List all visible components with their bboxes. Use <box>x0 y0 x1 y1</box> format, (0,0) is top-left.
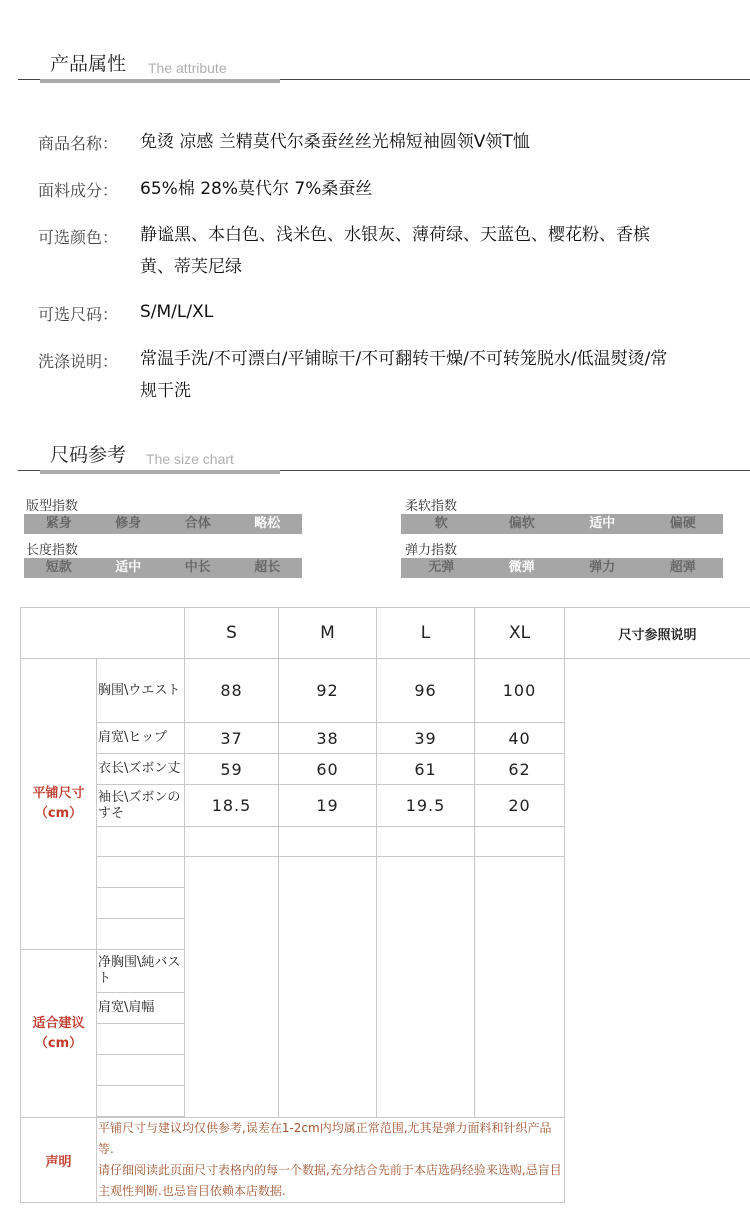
cell-value: 37 <box>185 723 279 754</box>
cell-value: 39 <box>377 723 475 754</box>
softness-option-selected: 适中 <box>589 516 616 531</box>
section-title: 尺码参考 <box>50 444 127 466</box>
empty-cell <box>185 827 279 857</box>
header-underline <box>40 79 280 83</box>
row-item-label: 袖长\ズボンのすそ <box>97 785 185 827</box>
size-header: M <box>279 608 377 659</box>
section-subtitle: The size chart <box>146 451 234 467</box>
attr-label-sizes: 可选尺码： <box>38 305 119 324</box>
attr-value-washing: 常温手洗/不可漂白/平铺晾干/不可翻转干燥/不可转笼脱水/低温熨烫/常规干洗 <box>140 349 668 401</box>
length-option: 短款 <box>45 560 72 575</box>
elastic-option-selected: 微弹 <box>508 560 535 575</box>
empty-column-cell <box>279 857 377 1118</box>
cell-value: 60 <box>279 754 377 785</box>
cell-value: 18.5 <box>185 785 279 827</box>
note-line: 请仔细阅读此页面尺寸表格内的每一个数据,充分结合先前于本店选码经验来选购,忌盲目主观性判断.也忌盲目依赖本店数据. <box>98 1163 562 1198</box>
attr-label-washing: 洗涤说明： <box>38 352 119 371</box>
note-row <box>21 1118 750 1203</box>
cell-value: 40 <box>475 723 565 754</box>
fit-option: 修身 <box>115 516 142 531</box>
softness-index-bar <box>401 514 723 534</box>
size-table <box>20 607 750 1203</box>
size-header: L <box>377 608 475 659</box>
table-row <box>21 659 750 723</box>
reference-header: 尺寸参照说明 <box>565 608 750 659</box>
flat-size-group-label <box>21 659 97 950</box>
cell-value: 100 <box>475 659 565 723</box>
row-item-label: 胸围\ウエスト <box>97 659 185 723</box>
empty-column-cell <box>185 857 279 1118</box>
elastic-index-label: 弹力指数 <box>405 543 458 558</box>
cell-value: 38 <box>279 723 377 754</box>
row-item-label: 净胸围\純バスト <box>97 950 185 993</box>
attr-value-name: 免烫 凉感 兰精莫代尔桑蚕丝丝光棉短袖圆领V领T恤 <box>140 132 530 152</box>
cell-value: 62 <box>475 754 565 785</box>
length-option: 中长 <box>184 560 211 575</box>
fit-option: 紧身 <box>45 516 72 531</box>
size-header: S <box>185 608 279 659</box>
length-index-label: 长度指数 <box>26 543 79 558</box>
size-section-header <box>18 431 750 471</box>
row-item-label: 衣长\ズボン丈 <box>97 754 185 785</box>
row-item-label: 肩宽\肩幅 <box>97 993 185 1024</box>
fit-suggestion-group-label <box>21 950 97 1118</box>
empty-cell <box>279 827 377 857</box>
attr-label-fabric: 面料成分： <box>38 181 119 200</box>
elastic-option: 无弹 <box>428 560 455 575</box>
attribute-section-header <box>18 40 750 80</box>
elastic-index-bar <box>401 558 723 578</box>
cell-value: 19.5 <box>377 785 475 827</box>
empty-cell <box>377 827 475 857</box>
length-option: 超长 <box>254 560 281 575</box>
section-title: 产品属性 <box>50 53 127 75</box>
flat-size-group-text: 平铺尺寸 （cm） <box>32 786 85 821</box>
section-subtitle: The attribute <box>148 60 227 76</box>
row-item-label <box>97 888 185 919</box>
note-label: 声明 <box>21 1118 97 1203</box>
row-item-label <box>97 1024 185 1055</box>
empty-cell <box>565 1118 750 1203</box>
cell-value: 61 <box>377 754 475 785</box>
reference-notes-cell <box>565 659 750 1118</box>
table-header-row <box>21 608 750 659</box>
fit-index-bar <box>24 514 302 534</box>
row-item-label <box>97 1055 185 1086</box>
fit-suggestion-group-text: 适合建议 （cm） <box>32 1015 85 1051</box>
note-text <box>97 1118 565 1203</box>
row-item-label <box>97 827 185 857</box>
attr-value-fabric: 65%棉 28%莫代尔 7%桑蚕丝 <box>140 179 373 199</box>
header-underline <box>40 470 280 474</box>
cell-value: 20 <box>475 785 565 827</box>
row-item-label: 肩宽\ヒップ <box>97 723 185 754</box>
attr-value-sizes: S/M/L/XL <box>140 302 214 322</box>
length-option-selected: 适中 <box>115 560 142 575</box>
fit-option-selected: 略松 <box>254 516 281 531</box>
softness-option: 偏软 <box>508 516 535 531</box>
row-item-label <box>97 1086 185 1117</box>
softness-option: 软 <box>434 516 448 531</box>
header-corner-cell <box>21 608 185 659</box>
softness-option: 偏硬 <box>669 516 696 531</box>
cell-value: 92 <box>279 659 377 723</box>
fit-option: 合体 <box>184 516 211 531</box>
attr-value-colors: 静谧黑、本白色、浅米色、水银灰、薄荷绿、天蓝色、樱花粉、香槟黄、蒂芙尼绿 <box>140 225 650 277</box>
attr-label-name: 商品名称： <box>38 134 119 153</box>
softness-index-label: 柔软指数 <box>405 499 458 514</box>
empty-cell <box>475 827 565 857</box>
cell-value: 19 <box>279 785 377 827</box>
cell-value: 59 <box>185 754 279 785</box>
length-index-bar <box>24 558 302 578</box>
size-header: XL <box>475 608 565 659</box>
row-item-label <box>97 919 185 950</box>
cell-value: 88 <box>185 659 279 723</box>
empty-column-cell <box>475 857 565 1118</box>
note-line: 平铺尺寸与建议均仅供参考,误差在1-2cm内均属正常范围,尤其是弹力面料和针织产品等. <box>98 1121 552 1156</box>
fit-index-label: 版型指数 <box>26 499 79 514</box>
cell-value: 96 <box>377 659 475 723</box>
empty-column-cell <box>377 857 475 1118</box>
elastic-option: 超弹 <box>669 560 696 575</box>
elastic-option: 弹力 <box>589 560 616 575</box>
attr-label-colors: 可选颜色： <box>38 228 119 247</box>
row-item-label <box>97 857 185 888</box>
